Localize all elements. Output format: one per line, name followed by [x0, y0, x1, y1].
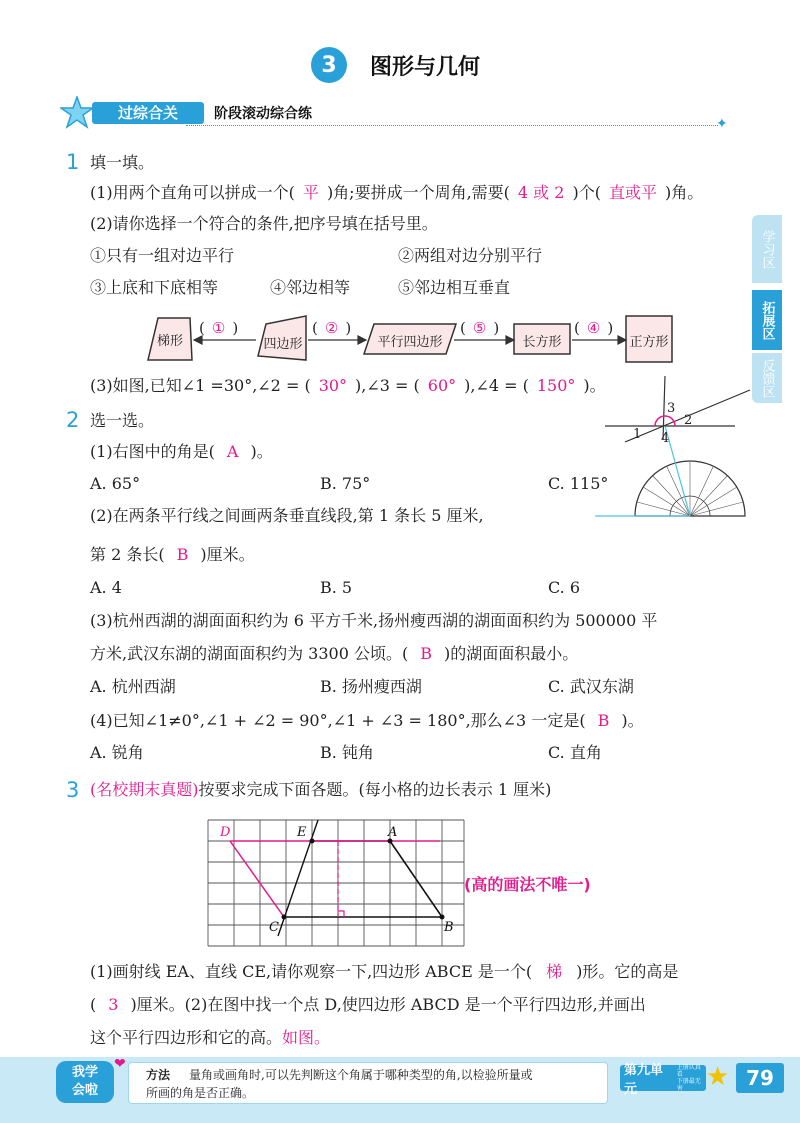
unit-number-badge	[311, 47, 347, 83]
option-b: B. 75°	[320, 474, 371, 493]
q1-part2: (2)请你选择一个符合的条件,把序号填在括号里。	[90, 214, 438, 233]
q1-part3: (3)如图,已知∠1 =30°,∠2 = ( 30° ),∠3 = ( 60° ),∠4 = ( 150° )。	[90, 376, 606, 395]
page-title: 图形与几何	[370, 55, 481, 80]
section-badge: 过综合关	[92, 102, 204, 124]
question-title: 填一填。	[90, 153, 155, 172]
angle-label-2: 2	[684, 413, 693, 428]
q3-line2: ( 3 )厘米。(2)在图中找一个点 D,使四边形 ABCD 是一个平行四边形,并画出	[90, 995, 646, 1014]
point-label-d: D	[220, 825, 231, 840]
answer: B	[420, 644, 432, 663]
heart-icon: ❤	[114, 1056, 126, 1072]
q3-instruction: (名校期末真题)按要求完成下面各题。(每小格的边长表示 1 厘米)	[90, 780, 552, 799]
flow-answer-2: ( ② )	[312, 319, 352, 337]
angle-label-1: 1	[633, 427, 642, 442]
point-label-b: B	[444, 920, 454, 935]
angle-label-4: 4	[661, 431, 670, 446]
banner-underline	[186, 125, 718, 126]
answer: B	[597, 711, 610, 730]
condition-2: ②两组对边分别平行	[398, 246, 543, 265]
condition-1: ①只有一组对边平行	[90, 246, 235, 265]
q3-line3: 这个平行四边形和它的高。如图。	[90, 1028, 331, 1047]
q3-line1: (1)画射线 EA、直线 CE,请你观察一下,四边形 ABCE 是一个( 梯 )形。它的高是	[90, 962, 679, 981]
question-number: 2	[66, 408, 80, 432]
q2-sub1: (1)右图中的角是( A )。	[90, 442, 273, 461]
answer: 30°	[318, 376, 348, 395]
answer: 3	[108, 995, 119, 1014]
q1-part1: (1)用两个直角可以拼成一个( 平 )角;要拼成一个周角,需要( 4 或 2 )个( 直或平 )角。	[90, 183, 704, 202]
method-label: 方法	[146, 1068, 171, 1082]
flow-answer-3: ( ⑤ )	[460, 319, 500, 337]
answer: 150°	[536, 376, 576, 395]
option-c: C. 武汉东湖	[548, 677, 634, 696]
answer: 60°	[427, 376, 457, 395]
flow-answer-1: ( ① )	[199, 319, 239, 337]
method-text: 所画的角是否正确。	[146, 1086, 255, 1100]
unit-label: 第九单元 上册认真看 下册最无害	[620, 1065, 706, 1091]
q2-sub3: (3)杭州西湖的湖面面积约为 6 平方千米,扬州瘦西湖的湖面面积约为 500000 平	[90, 611, 658, 630]
point-label-e: E	[297, 825, 307, 840]
answer: B	[176, 545, 189, 564]
flow-answer-4: ( ④ )	[574, 319, 614, 337]
q2-sub2-cont: 第 2 条长( B )厘米。	[90, 545, 255, 564]
flow-label-parallelogram: 平行四边形	[377, 335, 443, 350]
option-c: C. 115°	[548, 474, 609, 493]
q2-sub4: (4)已知∠1≠0°,∠1 + ∠2 = 90°,∠1 + ∠3 = 180°,那么∠3 一定是( B )。	[90, 711, 644, 730]
condition-4: ④邻边相等	[270, 278, 351, 297]
section-banner	[60, 100, 730, 132]
question-title: 选一选。	[90, 411, 155, 430]
option-c: C. 6	[548, 578, 581, 597]
mascot-icon: ★	[706, 1062, 730, 1092]
grid-figure	[200, 812, 470, 952]
side-tab-extend[interactable]: 拓展区	[752, 290, 782, 350]
flow-label-quadrilateral: 四边形	[263, 337, 303, 352]
condition-5: ⑤邻边相互垂直	[398, 278, 511, 297]
flow-label-rectangle: 长方形	[522, 335, 562, 350]
point-label-c: C	[269, 920, 279, 935]
side-tab-study[interactable]: 学习区	[752, 215, 782, 283]
learned-badge: 我学 会啦	[56, 1061, 114, 1103]
option-a: A. 锐角	[90, 743, 144, 762]
option-a: A. 65°	[90, 474, 141, 493]
q2-sub3-cont: 方米,武汉东湖的湖面面积约为 3300 公顷。( B )的湖面面积最小。	[90, 644, 579, 663]
side-tab-feedback[interactable]: 反馈区	[752, 353, 782, 403]
small-star-icon: ✦	[716, 116, 728, 132]
answer: A	[226, 442, 239, 461]
unit-number: 3	[321, 52, 337, 78]
angle-protractor-figure	[595, 372, 755, 522]
section-subtitle: 阶段滚动综合练	[214, 106, 312, 122]
point-label-a: A	[388, 825, 398, 840]
option-c: C. 直角	[548, 743, 602, 762]
flow-label-square: 正方形	[629, 335, 669, 350]
answer: 平	[302, 183, 319, 202]
answer: 直或平	[608, 183, 657, 202]
page-number: 79	[736, 1063, 784, 1093]
question-number: 3	[66, 778, 80, 802]
answer: 如图。	[282, 1028, 331, 1047]
condition-3: ③上底和下底相等	[90, 278, 219, 297]
question-number: 1	[66, 150, 80, 174]
option-b: B. 扬州瘦西湖	[320, 677, 422, 696]
angle-label-3: 3	[667, 401, 676, 416]
option-a: A. 4	[90, 578, 122, 597]
answer: 梯	[546, 962, 563, 981]
star-icon	[60, 96, 94, 130]
option-b: B. 钝角	[320, 743, 374, 762]
height-note: (高的画法不唯一)	[464, 875, 591, 894]
exam-tag: (名校期末真题)	[90, 780, 199, 799]
option-a: A. 杭州西湖	[90, 677, 176, 696]
method-box	[128, 1062, 608, 1104]
q2-sub2: (2)在两条平行线之间画两条垂直线段,第 1 条长 5 厘米,	[90, 506, 484, 525]
answer: 4 或 2	[517, 183, 565, 202]
option-b: B. 5	[320, 578, 353, 597]
method-text: 量角或画角时,可以先判断这个角属于哪种类型的角,以检验所量或	[189, 1068, 533, 1082]
flow-label-trapezoid: 梯形	[156, 334, 183, 349]
